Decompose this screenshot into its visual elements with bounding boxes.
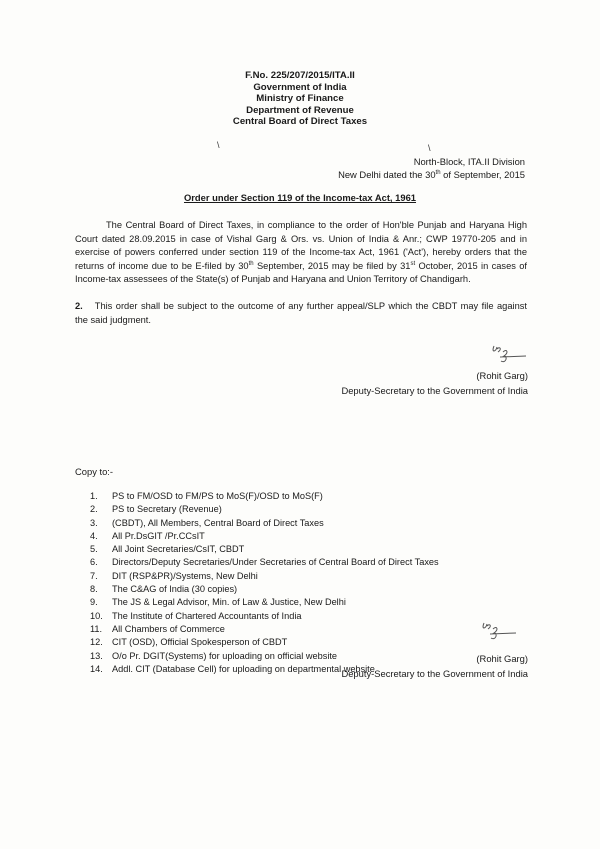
list-item-text: All Pr.DsGIT /Pr.CCsIT <box>112 530 205 541</box>
list-item <box>90 583 439 596</box>
list-item-number: 7. <box>90 570 98 581</box>
list-item <box>90 543 439 556</box>
ministry-name: Ministry of Finance <box>256 93 344 104</box>
list-item-number: 1. <box>90 491 98 501</box>
list-item <box>90 610 439 623</box>
list-item-number: 11. <box>90 623 103 634</box>
list-item-text: CIT (OSD), Official Spokesperson of CBDT <box>112 637 288 648</box>
list-item <box>90 490 439 503</box>
signatory-designation: Deputy-Secretary to the Government of India <box>341 668 528 679</box>
list-item <box>90 570 439 583</box>
list-item <box>90 517 439 530</box>
list-item-number: 14. <box>90 663 103 674</box>
list-item-text: DIT (RSP&PR)/Systems, New Delhi <box>112 570 258 581</box>
list-item-number: 9. <box>90 597 98 608</box>
list-item <box>90 596 439 609</box>
board-name: Central Board of Direct Taxes <box>232 116 368 127</box>
office-location: North-Block, ITA.II Division <box>413 156 525 167</box>
list-item <box>90 530 439 543</box>
list-item-number: 2. <box>90 504 98 515</box>
list-item-number: 13. <box>90 650 103 661</box>
list-item <box>90 503 439 516</box>
signature-image <box>488 343 530 369</box>
list-item-text: Addl. CIT (Database Cell) for uploading on departmental website <box>112 663 375 674</box>
signature-block <box>341 368 528 398</box>
list-item-text: (CBDT), All Members, Central Board of Direct Taxes <box>112 517 324 528</box>
order-date: New Delhi dated the 30th of September, 2015 <box>338 169 525 180</box>
signatory-name: (Rohit Garg) <box>476 653 528 664</box>
signatory-designation: Deputy-Secretary to the Government of India <box>341 385 528 396</box>
list-item <box>90 556 439 569</box>
list-item-text: PS to Secretary (Revenue) <box>112 504 222 515</box>
signature-image <box>478 620 520 646</box>
list-item-number: 12. <box>90 637 103 648</box>
signatory-name: (Rohit Garg) <box>476 370 528 381</box>
list-item-number: 4. <box>90 530 98 541</box>
stray-mark: \ <box>217 140 220 150</box>
order-title: Order under Section 119 of the Income-tax Act, 1961 <box>183 192 417 203</box>
place-date-block <box>338 155 525 181</box>
list-item-text: The C&AG of India (30 copies) <box>112 584 238 595</box>
order-paragraph-2: 2. This order shall be subject to the outcome of any further appeal/SLP which the CBDT may file against the said judgment. <box>75 301 527 325</box>
list-item-text: The Institute of Chartered Accountants of India <box>112 610 302 621</box>
list-item-number: 10. <box>90 610 103 621</box>
list-item-number: 8. <box>90 584 98 595</box>
file-number: F.No. 225/207/2015/ITA.II <box>245 70 355 81</box>
list-item <box>90 636 439 649</box>
letterhead <box>0 70 600 128</box>
list-item-text: All Joint Secretaries/CsIT, CBDT <box>112 544 245 555</box>
list-item-number: 6. <box>90 557 98 568</box>
paragraph-number: 2. <box>75 301 83 311</box>
copy-to-label: Copy to:- <box>75 466 114 477</box>
order-paragraph-1: The Central Board of Direct Taxes, in compliance to the order of Hon'ble Punjab and Haryana High Court dated 28.09.2015 in case of Vishal Garg & Ors. vs. Union of India & Anr.; CWP 19770-205 and in exercise of powers conferred under section 119 of the Income-tax Act, 1961 ('Act'), hereby orders that the returns of income due to be E-filed by 30th September, 2015 may be filed by 31st October, 2015 in cases of Income-tax assessees of the State(s) of Punjab and Haryana and Union Territory of Chandigarh. <box>75 220 527 285</box>
copy-to-list <box>90 490 439 676</box>
department-name: Department of Revenue <box>246 104 354 116</box>
signature-block-2 <box>341 651 528 681</box>
government-name: Government of India <box>253 81 347 93</box>
list-item-text: Directors/Deputy Secretaries/Under Secretaries of Central Board of Direct Taxes <box>112 557 439 568</box>
list-item-number: 3. <box>90 517 98 528</box>
list-item-text: O/o Pr. DGIT(Systems) for uploading on official website <box>112 650 338 661</box>
list-item-number: 5. <box>90 544 98 555</box>
list-item <box>90 623 439 636</box>
stray-mark: \ <box>428 143 431 153</box>
list-item-text: PS to FM/OSD to FM/PS to MoS(F)/OSD to MoS(F) <box>112 491 323 501</box>
list-item-text: All Chambers of Commerce <box>112 623 225 634</box>
list-item-text: The JS & Legal Advisor, Min. of Law & Justice, New Delhi <box>112 597 346 608</box>
